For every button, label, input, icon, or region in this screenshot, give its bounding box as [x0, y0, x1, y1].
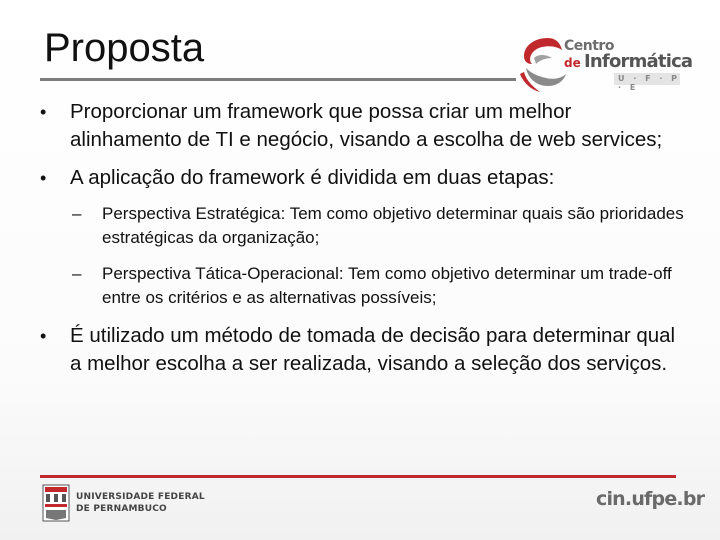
ufpe-crest-icon	[42, 484, 70, 522]
dash-marker: –	[72, 204, 82, 223]
cin-logo	[518, 34, 693, 94]
bullet-2	[34, 164, 684, 192]
sub-bullet-2-1	[34, 202, 684, 250]
ufpe-name-line2: DE PERNAMBUCO	[76, 504, 167, 514]
slide-content	[34, 98, 684, 388]
cin-logo-de: de	[564, 56, 581, 70]
slide-title: Proposta	[44, 26, 205, 70]
sub-bullet-2-1-text: Perspectiva Estratégica: Tem como objetivo determinar quais são prioridades estratégicas da organização;	[102, 204, 684, 247]
bullet-1-text: Proporcionar um framework que possa criar um melhor alinhamento de TI e negócio, visando a escolha de web services;	[70, 100, 663, 151]
site-url: cin.ufpe.br	[596, 488, 705, 510]
cin-logo-line1: Centro	[564, 38, 614, 54]
bullet-1	[34, 98, 684, 154]
bullet-3	[34, 322, 684, 378]
ufpe-logo	[40, 482, 240, 524]
bullet-marker: •	[40, 168, 47, 188]
ufpe-name-line1: UNIVERSIDADE FEDERAL	[76, 492, 205, 502]
bullet-2-text: A aplicação do framework é dividida em duas etapas:	[70, 166, 555, 189]
cin-swirl-icon	[518, 34, 570, 94]
bullet-3-text: É utilizado um método de tomada de decisão para determinar qual a melhor escolha a ser realizada, visando a seleção dos serviços.	[70, 324, 676, 375]
ufpe-name	[76, 491, 205, 515]
sub-bullet-2-2-text: Perspectiva Tática-Operacional: Tem como objetivo determinar um trade-off entre os critérios e as alternativas possíveis;	[102, 264, 672, 307]
cin-logo-informatica: Informática	[584, 51, 693, 72]
bullet-marker: •	[40, 326, 47, 346]
sub-bullet-2-2	[34, 262, 684, 310]
title-divider	[40, 78, 516, 81]
cin-logo-ufpe: U · F · P · E	[618, 74, 681, 92]
footer-divider	[40, 475, 676, 478]
bullet-marker: •	[40, 102, 47, 122]
dash-marker: –	[72, 264, 82, 283]
